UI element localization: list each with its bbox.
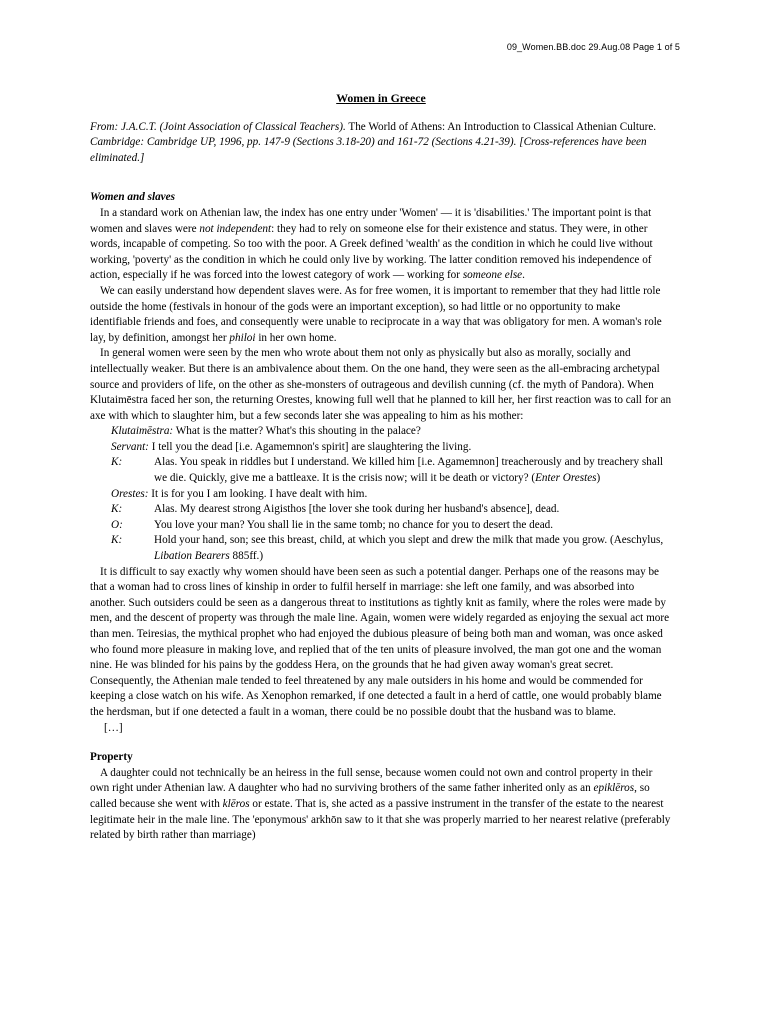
paragraph: In general women were seen by the men who wrote about them not only as physically but also as morally, socially and intellectually weaker. But there is an ambivalence about them. On the one hand, they were seen as the all-embracing archetypal source and providers of life, on the other as she-monsters of outrageous and devilish cunning (cf. the myth of Pandora). When Klutaimēstra faced her son, the returning Orestes, knowing full well that he planned to kill her, her first reaction was to call for an axe with which to slaughter him, but a few seconds later she was appealing to him as his mother: — [90, 347, 672, 422]
source-citation — [90, 120, 672, 167]
text: . — [522, 269, 525, 282]
emphasis: epiklēros — [593, 782, 635, 795]
speaker: O: — [111, 518, 123, 531]
text: : they had to rely on someone else for their existence and status. They were, in other words, incapable of competing. So too with the poor. A Greek defined 'wealth' as the condition in which he could live without working, 'poverty' as the condition in which he could only live by working. The latter condition removed his independence of action, especially if he was forced into the lowest category of work — working for — [90, 222, 653, 282]
document-title: Women in Greece — [336, 91, 426, 105]
emphasis: not independent — [199, 222, 272, 235]
text: or estate. That is, she acted as a passive instrument in the transfer of the estate to the nearest legitimate heir in the male line. The 'eponymous' arkhōn saw to it that she was properly married to her nearest relative (preferably related by birth rather than marriage) — [90, 797, 671, 842]
quote-line — [90, 487, 672, 503]
speaker: K: — [111, 534, 123, 547]
paragraph — [90, 284, 672, 346]
document-header: 09_Women.BB.doc 29.Aug.08 Page 1 of 5 — [506, 42, 680, 52]
quote-text — [154, 533, 672, 564]
text: In a standard work on Athenian law, the index has one entry under 'Women' — it is 'disabilities.' The important point is that women and slaves were — [90, 206, 652, 235]
quote-text: Alas. My dearest strong Aigisthos [the lover she took during her husband's absence], dead. — [154, 503, 560, 516]
emphasis: someone else — [462, 269, 523, 282]
text: Alas. You speak in riddles but I understand. We killed him [i.e. Agamemnon] treacherously and by treachery shall we die. Quickly, give me a battleaxe. It is the crisis now; will it be death or victory? ( — [154, 456, 664, 485]
emphasis: philoi — [229, 331, 256, 344]
quote-text: What is the matter? What's this shouting in the palace? — [173, 425, 421, 438]
emphasis: Libation Bearers — [154, 550, 230, 563]
text: A daughter could not technically be an heiress in the full sense, because women could not own and control property in their own right under Athenian law. A daughter who had no surviving brothers of the same father inherited only as an — [90, 766, 653, 795]
quote-line — [90, 455, 672, 486]
emphasis: Enter Orestes — [535, 472, 597, 485]
text: 885ff.) — [229, 550, 264, 563]
text: , so called because she went with — [90, 782, 650, 810]
quote-text: You love your man? You shall lie in the same tomb; no chance for you to desert the dead. — [154, 518, 554, 531]
speaker: Servant: — [111, 440, 149, 453]
quote-text — [154, 455, 672, 486]
quote-line — [90, 502, 672, 518]
source-from: From: J.A.C.T. (Joint Association of Classical Teachers). — [90, 120, 346, 133]
text: We can easily understand how dependent slaves were. As for free women, it is important to remember that they had little role outside the home (festivals in honour of the gods were an important exception), so had little or no opportunity to make identifiable friends and foes, and consequently were unable to reciprocate in a way that was obligatory for men. A woman's role lay, by definition, amongst her — [90, 284, 662, 344]
document-page — [90, 91, 672, 844]
paragraph — [90, 206, 672, 284]
source-rest: Cambridge: Cambridge UP, 1996, pp. 147-9 (Sections 3.18-20) and 161-72 (Sections 4.21-39). [Cross-references have been eliminated.] — [90, 136, 647, 164]
emphasis: klēros — [222, 797, 250, 810]
quote-line — [90, 440, 672, 456]
quote-line — [90, 424, 672, 440]
speaker: Klutaimēstra: — [111, 425, 174, 438]
heading-women-slaves: Women and slaves — [90, 191, 175, 204]
quote-line — [90, 518, 672, 534]
text: ) — [596, 472, 601, 485]
text: in her own home. — [255, 331, 337, 344]
speaker: Orestes: — [111, 487, 149, 500]
ellipsis: […] — [104, 721, 123, 734]
paragraph: It is difficult to say exactly why women should have been seen as such a potential danger. Perhaps one of the reasons may be that a woman had to cross lines of kinship in order to fulfil herself in marriage: she left one family, and was absorbed into another. Such outsiders could be seen as a dangerous threat to institutions as tightly knit as family, where the roles were made by men, and the descent of property was through the male line. Again, women were widely regarded as enjoying the sexual act more than men. Teiresias, the mythical prophet who had enjoyed the dubious pleasure of being both man and woman, was once asked who found more pleasure in making love, and replied that of the ten units of pleasure involved, the man got one and the woman nine. He was blinded for his pains by the goddess Hera, on the grounds that he had given away woman's great secret. Consequently, the Athenian male tended to feel threatened by any male outsiders in his home and would be commended for keeping a close watch on his wife. As Xenophon remarked, if one detected a fault in a herd of cattle, one would probably blame the herdsman, but if one detected a fault in a woman, there could be no possible doubt that the husband was to blame. — [90, 565, 670, 718]
play-quote — [90, 424, 672, 564]
speaker: K: — [111, 503, 123, 516]
quote-text: It is for you I am looking. I have dealt with him. — [148, 487, 368, 500]
source-book: The World of Athens: An Introduction to Classical Athenian Culture. — [348, 120, 657, 133]
quote-line — [90, 533, 672, 564]
quote-text: I tell you the dead [i.e. Agamemnon's spirit] are slaughtering the living. — [148, 440, 472, 453]
paragraph — [90, 766, 672, 844]
text: Hold your hand, son; see this breast, child, at which you slept and drew the milk that made you grow. (Aeschylus, — [154, 534, 664, 547]
heading-property: Property — [90, 751, 133, 764]
speaker: K: — [111, 456, 123, 469]
